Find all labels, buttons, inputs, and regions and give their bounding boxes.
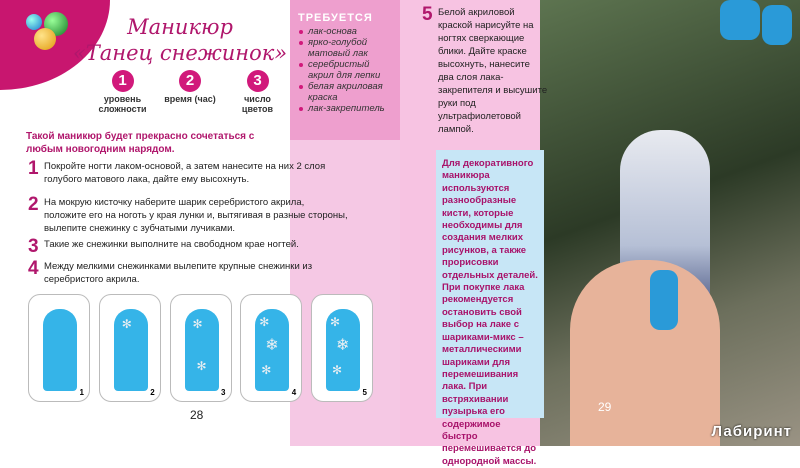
nail-image [43, 309, 77, 391]
rating-colors [230, 70, 285, 114]
blue-bubble-icon [26, 14, 42, 30]
snowflake-icon: ✻ [121, 317, 132, 331]
step-1 [28, 160, 348, 186]
step-number: 1 [28, 158, 39, 179]
painted-nail [650, 270, 678, 330]
intro-text: Такой маникюр будет прекрасно сочетаться с любым новогодним нарядом. [26, 131, 255, 155]
snowflake-icon: ❄ [265, 337, 279, 354]
left-page [0, 0, 400, 446]
required-item: серебристый акрил для лепки [298, 59, 394, 81]
snowflake-icon: ✻ [332, 363, 343, 377]
required-item: ярко-голубой матовый лак [298, 37, 394, 59]
required-item: лак-закрепитель [298, 103, 394, 114]
rating-label: время (час) [164, 94, 216, 104]
rating-label: уровень сложности [98, 94, 147, 114]
step-number: 2 [28, 194, 39, 215]
figure-label: 1 [79, 388, 84, 397]
rating-label: число цветов [241, 94, 274, 114]
title-line-2: «Танец снежинок» [72, 41, 288, 65]
ornament-photo [540, 0, 800, 446]
nail-figure [170, 294, 232, 402]
page-number: 29 [598, 400, 612, 414]
snowflake-icon: ✻ [330, 315, 341, 329]
snowflake-icon: ✻ [196, 359, 207, 373]
step-number: 4 [28, 258, 39, 279]
figure-label: 5 [362, 388, 367, 397]
nail-figure [28, 294, 90, 402]
snowflake-icon: ✻ [192, 317, 203, 331]
step-4 [28, 260, 348, 286]
page-title [70, 14, 290, 66]
step-2 [28, 196, 348, 235]
nail-figures [28, 294, 373, 402]
step-number: 5 [422, 4, 433, 25]
step-text: На мокрую кисточку наберите шарик серебристого акрила, положите его на ноготь у края лунки и, вытягивая в разные стороны, вылепите снежинку с зубчатыми лучиками. [44, 197, 348, 234]
nail-image [255, 309, 289, 391]
nail-figure [99, 294, 161, 402]
nail-image [185, 309, 219, 391]
figure-label: 3 [221, 388, 226, 397]
rating-difficulty [95, 70, 150, 114]
required-item: лак-основа [298, 26, 394, 37]
orange-bubble-icon [34, 28, 56, 50]
rating-value: 1 [112, 70, 134, 92]
painted-nail [762, 5, 792, 45]
nail-figure [240, 294, 302, 402]
title-line-1: Маникюр [127, 15, 233, 39]
snowflake-icon: ✻ [261, 363, 272, 377]
step-text: Такие же снежинки выполните на свободном крае ногтей. [44, 239, 299, 250]
figure-label: 2 [150, 388, 155, 397]
step-text: Покройте ногти лаком-основой, а затем нанесите на них 2 слоя голубого матового лака, дайте ему высохнуть. [44, 161, 326, 185]
required-box [290, 0, 400, 140]
page-number: 28 [190, 408, 204, 422]
ratings [95, 70, 285, 114]
step-5 [422, 6, 548, 136]
step-number: 3 [28, 236, 39, 257]
hand-image [570, 260, 720, 446]
step-3 [28, 238, 348, 256]
required-heading: ТРЕБУЕТСЯ [298, 12, 373, 24]
watermark-logo: Лабиринт [711, 423, 792, 440]
tip-box: Для декоративного маникюра используются разнообразные кисти, которые необходимы для создания мелких рисунков, а также прорисовки отдельных деталей. При покупке лака рекомендуется остановить свой выбор на лаке с шариками-микс – металлическими шариками для перемешивания лака. При встряхивании пузырька его содержимое быстро перемешивается до однородной массы. [436, 150, 544, 418]
nail-figure [311, 294, 373, 402]
rating-value: 3 [247, 70, 269, 92]
rating-time [163, 70, 218, 114]
snowflake-icon: ✻ [259, 315, 270, 329]
snowflake-icon: ❄ [336, 337, 350, 354]
step-text: Между мелкими снежинками вылепите крупные снежинки из серебристого акрила. [44, 261, 313, 285]
required-item: белая акриловая краска [298, 81, 394, 103]
nail-image [326, 309, 360, 391]
step-text: Белой акриловой краской нарисуйте на ногтях сверкающие блики. Дайте краске высохнуть, нанесите два слоя лака-закрепителя и высушите руки под ультрафиолетовой лампой. [438, 7, 548, 135]
nail-image [114, 309, 148, 391]
rating-value: 2 [179, 70, 201, 92]
figure-label: 4 [291, 388, 297, 397]
painted-nail [720, 0, 760, 40]
